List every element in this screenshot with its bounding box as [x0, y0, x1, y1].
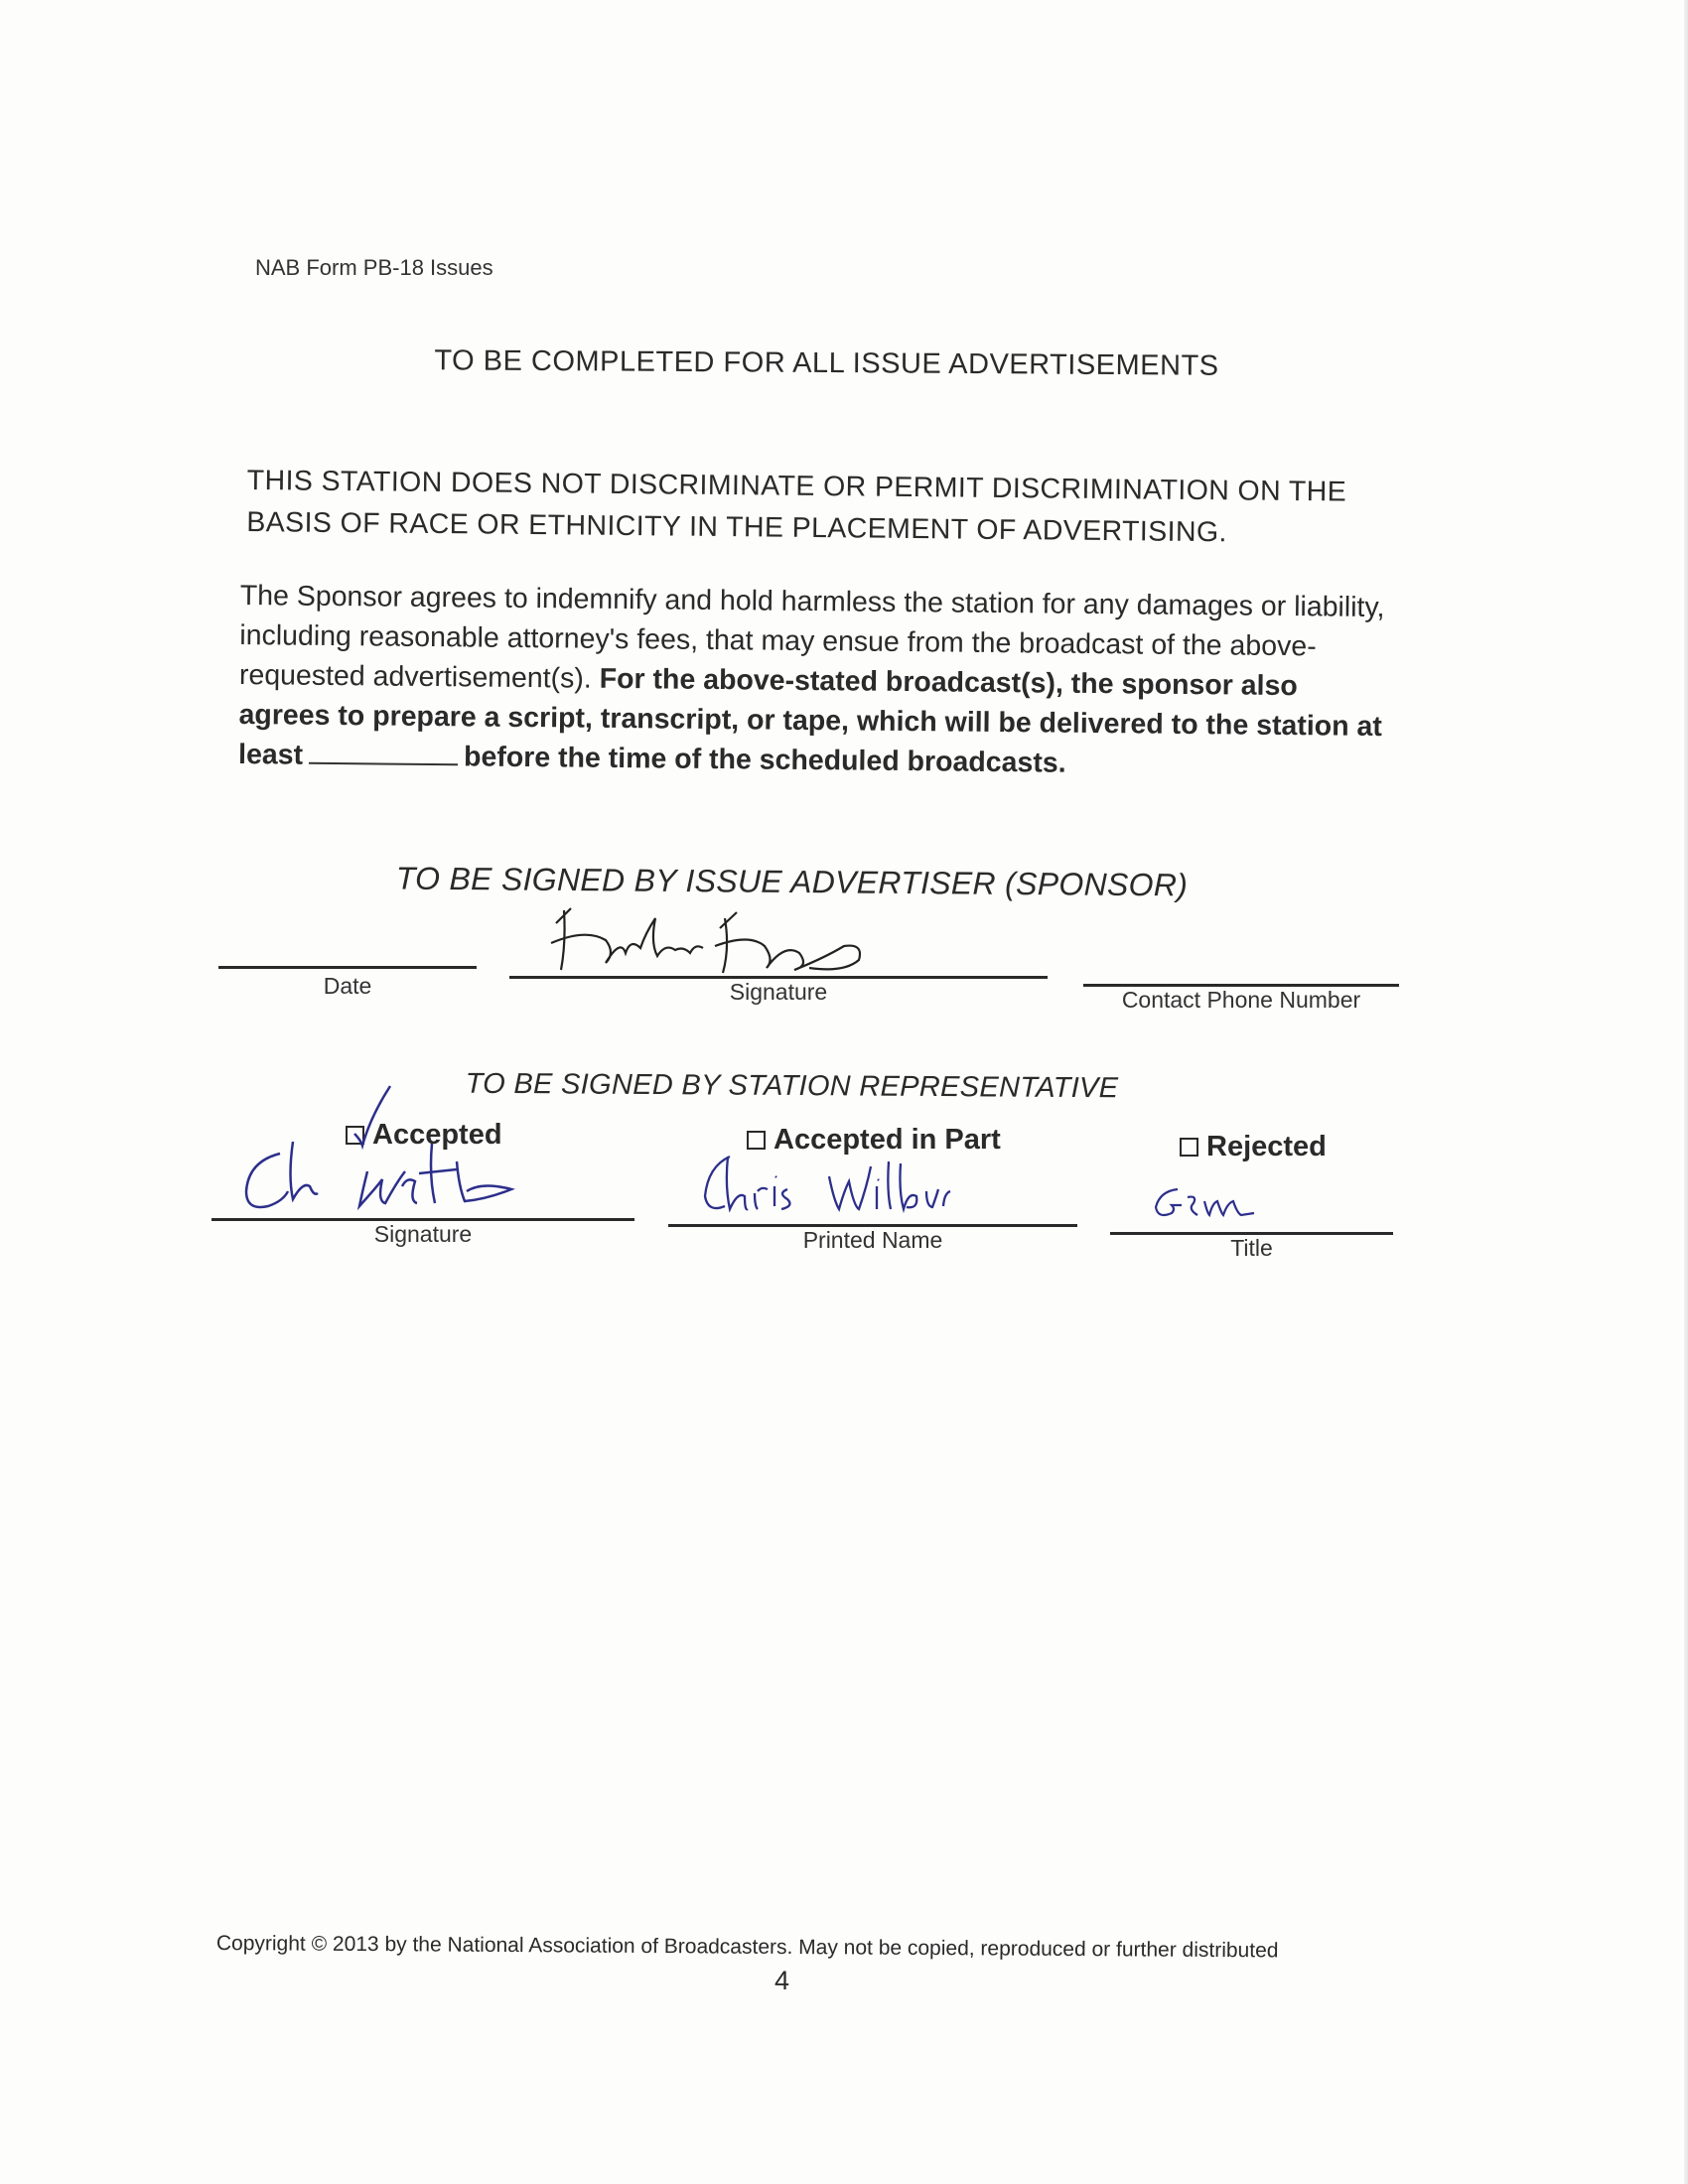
printed-name-label: Printed Name [802, 1227, 943, 1253]
station-signature-icon [238, 1132, 526, 1221]
sponsor-signature-icon [546, 898, 884, 978]
title-label: Title [1230, 1235, 1273, 1261]
sponsor-date-line[interactable] [218, 966, 477, 969]
page-number: 4 [774, 1966, 790, 1995]
rejected-option[interactable] [1180, 1131, 1327, 1163]
scan-edge [1684, 0, 1688, 2184]
sponsor-section-heading: TO BE SIGNED BY ISSUE ADVERTISER (SPONSOR) [395, 860, 1189, 903]
station-signature-label: Signature [373, 1221, 473, 1247]
accepted-in-part-checkbox[interactable] [747, 1131, 766, 1150]
printed-name-handwriting-icon [700, 1152, 958, 1221]
accepted-in-part-label: Accepted in Part [774, 1124, 1001, 1156]
copyright-notice: Copyright © 2013 by the National Association of Broadcasters. May not be copied, reproduced or further distributed [215, 1932, 1279, 1963]
indemnity-bold-text-end: before the time of the scheduled broadcasts. [463, 741, 1066, 779]
non-discrimination-notice: THIS STATION DOES NOT DISCRIMINATE OR PERMIT DISCRIMINATION ON THE BASIS OF RACE OR ETHNICITY IN THE PLACEMENT OF ADVERTISING. [246, 464, 1347, 549]
sponsor-phone-label: Contact Phone Number [1121, 987, 1361, 1013]
accepted-label: Accepted [372, 1119, 502, 1151]
main-heading: TO BE COMPLETED FOR ALL ISSUE ADVERTISEMENTS [434, 344, 1219, 382]
rejected-checkbox[interactable] [1180, 1138, 1198, 1157]
indemnity-bold-text: For the above-stated broadcast(s), the sponsor also agrees to prepare a script, transcript, or tape, which will be delivered to the station at least [237, 662, 1383, 771]
indemnity-plain-text: The Sponsor agrees to indemnify and hold harmless the station for any damages or liability, including reasonable attorney's fees, that may ensue from the broadcast of the above-requested advertisement(s). [238, 579, 1385, 695]
form-id: NAB Form PB-18 Issues [255, 255, 493, 280]
indemnity-paragraph [238, 576, 1394, 786]
delivery-time-blank[interactable] [309, 739, 458, 766]
title-handwriting-icon [1150, 1179, 1259, 1229]
sponsor-signature-label: Signature [729, 979, 828, 1005]
rejected-label: Rejected [1206, 1131, 1327, 1162]
sponsor-date-label: Date [323, 973, 372, 999]
station-section-heading: TO BE SIGNED BY STATION REPRESENTATIVE [465, 1067, 1119, 1105]
